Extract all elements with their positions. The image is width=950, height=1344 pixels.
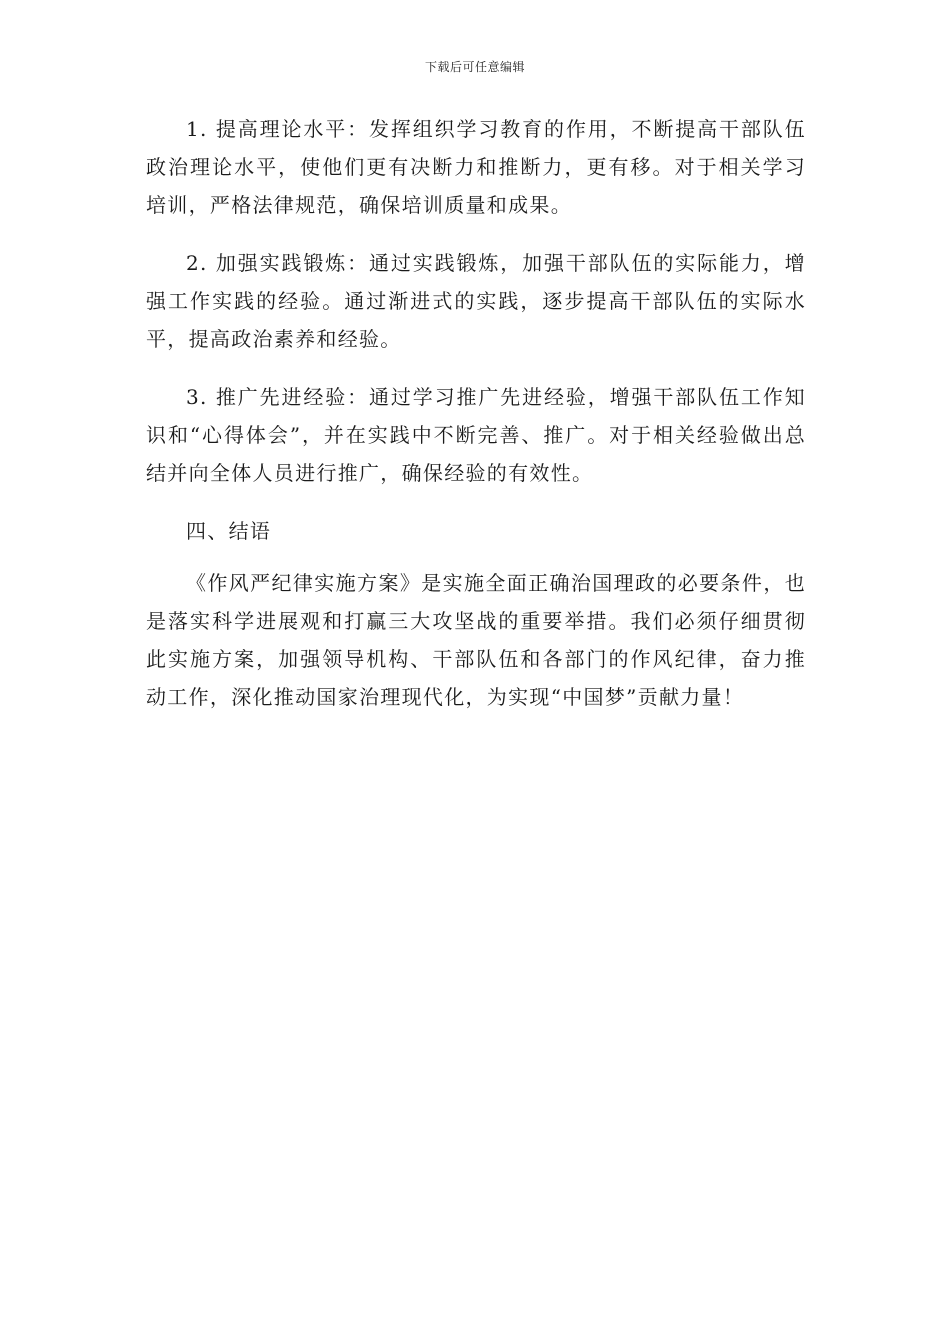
paragraph-item-2: 2. 加强实践锻炼：通过实践锻炼，加强干部队伍的实际能力，增强工作实践的经验。通过渐进式的实践，逐步提高干部队伍的实际水平，提高政治素养和经验。 (146, 251, 806, 351)
paragraph-conclusion: 《作风严纪律实施方案》是实施全面正确治国理政的必要条件，也是落实科学进展观和打赢三大攻坚战的重要举措。我们必须仔细贯彻此实施方案，加强领导机构、干部队伍和各部门的作风纪律，奋力推动工作，深化推动国家治理现代化，为实现“中国梦”贡献力量！ (146, 571, 806, 709)
section-heading-conclusion: 四、结语 (186, 519, 272, 543)
page-header: 下载后可任意编辑 (424, 60, 525, 74)
paragraph-item-1: 1. 提高理论水平：发挥组织学习教育的作用，不断提高干部队伍政治理论水平，使他们更有决断力和推断力，更有移。对于相关学习培训，严格法律规范，确保培训质量和成果。 (146, 117, 806, 217)
document-body (146, 110, 806, 736)
paragraph-item-3: 3. 推广先进经验：通过学习推广先进经验，增强干部队伍工作知识和“心得体会”，并在实践中不断完善、推广。对于相关经验做出总结并向全体人员进行推广，确保经验的有效性。 (146, 385, 806, 485)
